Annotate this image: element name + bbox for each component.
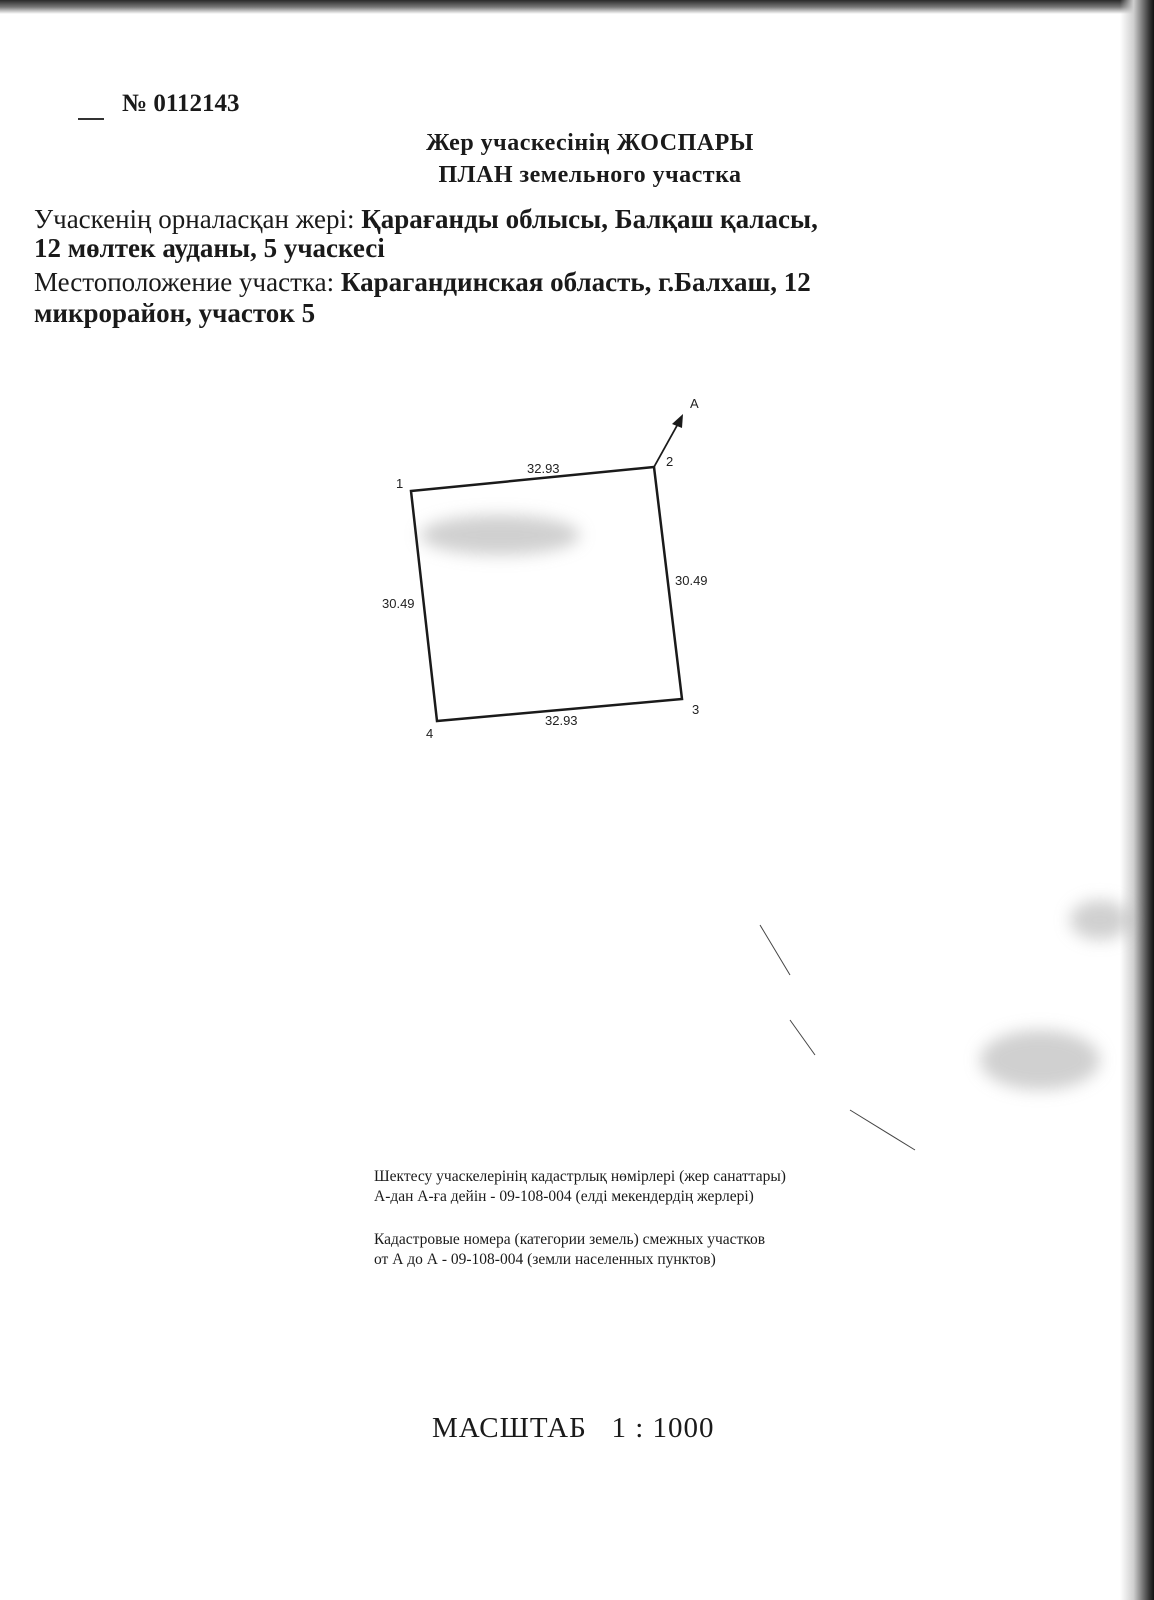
scale-label: МАСШТАБ [432, 1412, 587, 1444]
title-russian: ПЛАН земельного участка [438, 162, 742, 188]
adjacent-kz-line2: А-дан А-ға дейін - 09-108-004 (елді мекендердің жерлері) [374, 1188, 754, 1205]
plot-boundary [411, 467, 682, 721]
point-label-3: 3 [692, 702, 700, 717]
scan-scratch [790, 1020, 815, 1055]
scan-scratch [760, 925, 790, 975]
side-length-1-2: 32.93 [527, 461, 560, 476]
location-kz-value-1: Қарағанды облысы, Балқаш қаласы, [361, 204, 818, 234]
location-kz-label: Учаскенің орналасқан жері: [34, 204, 355, 234]
location-ru-value-2: микрорайон, участок 5 [34, 298, 316, 328]
side-length-3-4: 32.93 [545, 713, 578, 728]
adjacent-kz-line1: Шектесу учаскелерінің кадастрлық нөмірлері (жер санаттары) [374, 1168, 786, 1185]
location-ru-label: Местоположение участка: [34, 267, 335, 297]
point-label-2: 2 [666, 454, 674, 469]
point-label-4: 4 [426, 726, 434, 741]
title-kazakh: Жер учаскесінің ЖОСПАРЫ [426, 130, 754, 156]
document-number: № 0112143 [122, 90, 240, 117]
scale-value: 1 : 1000 [611, 1412, 715, 1444]
location-ru-value-1: Карагандинская область, г.Балхаш, 12 [340, 267, 811, 297]
adjacent-ru-line2: от А до А - 09-108-004 (земли населенных пунктов) [374, 1251, 716, 1268]
north-arrow-head [672, 414, 683, 428]
side-length-2-3: 30.49 [675, 573, 708, 588]
location-kz-value-2: 12 мөлтек ауданы, 5 учаскесі [34, 233, 385, 263]
scale-line [432, 1412, 715, 1445]
adjacent-ru-line1: Кадастровые номера (категории земель) смежных участков [374, 1231, 766, 1248]
north-marker-label: A [690, 396, 699, 411]
point-label-1: 1 [396, 476, 404, 491]
scan-scratch [850, 1110, 915, 1150]
side-length-4-1: 30.49 [382, 596, 415, 611]
